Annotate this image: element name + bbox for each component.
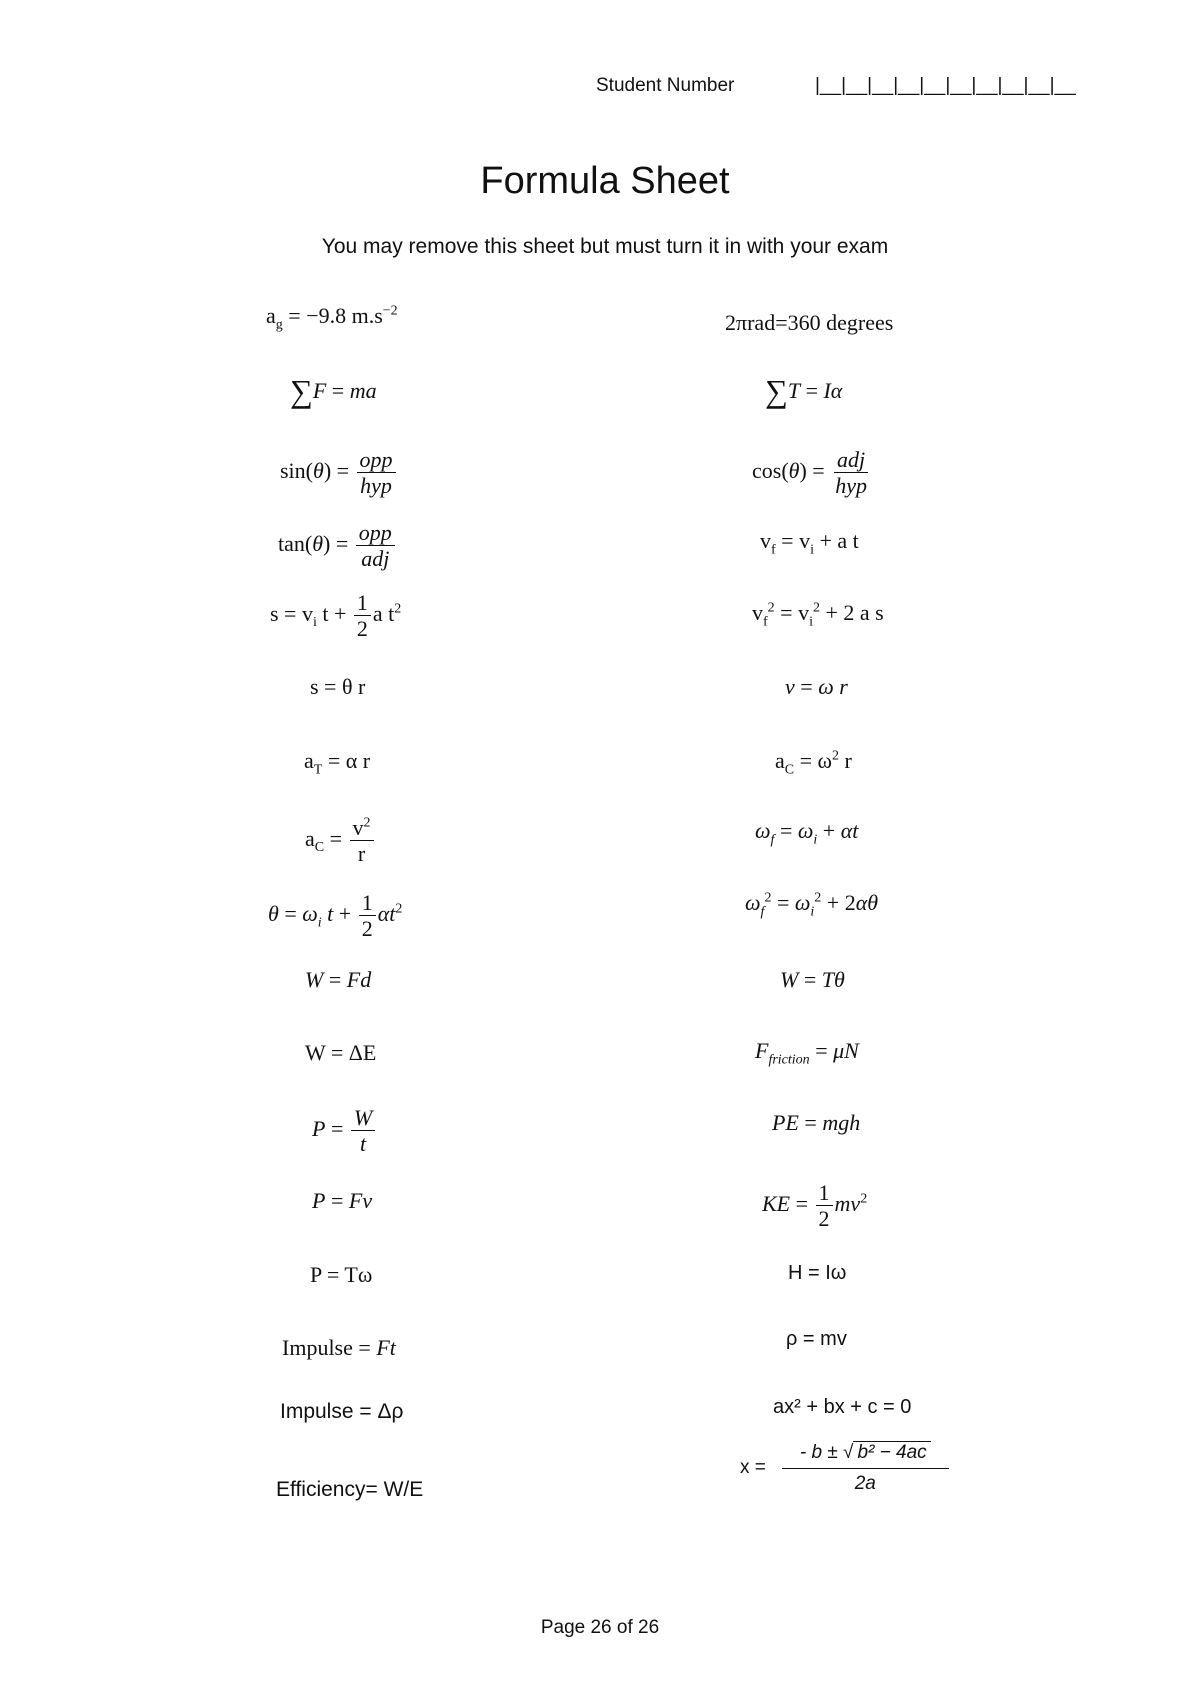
formula-efficiency: Efficiency= W/E	[276, 1478, 424, 1501]
formula-work-force: W = Fd	[305, 967, 372, 992]
formula-newton-second-law: ∑F = ma	[290, 373, 377, 409]
formula-linear-angular-velocity: v = ω r	[785, 674, 848, 699]
formula-kinetic-energy: KE = $\frac{1}{2}$ $mv^2$	[762, 1180, 868, 1232]
formula-power-work: P = $\frac{W}{t}$	[312, 1105, 377, 1157]
formula-impulse-force: Impulse = Ft	[282, 1335, 396, 1360]
formula-centripetal-accel-omega: $a_C = \omega^2$ r	[775, 748, 852, 778]
formula-cosine: cos(θ) = $\frac{\text{adj}}{\text{hyp}}$	[752, 447, 867, 499]
formula-angular-displacement: $\theta = \omega_i$ t + $\frac{1}{2}$ $\alpha t^2$	[268, 890, 403, 942]
formula-tangential-accel: $a_T = \alpha$ r	[304, 748, 371, 778]
formula-sine: sin(θ) = $\frac{\text{opp}}{\text{hyp}}$	[280, 447, 398, 499]
formula-momentum: ρ = mv	[786, 1328, 847, 1350]
formula-potential-energy: PE = mgh	[772, 1110, 861, 1135]
formula-velocity-squared: $v_f^2 = v_i^2 + 2$ a s	[752, 600, 884, 630]
formula-final-angular-velocity: $\omega_f = \omega_i + \alpha t$	[755, 818, 859, 848]
formula-quadratic-equation: ax² + bx + c = 0	[773, 1396, 912, 1418]
formula-friction: $F_{friction} = \mu N$	[755, 1038, 859, 1068]
formula-angular-velocity-squared: $\omega_f^2 = \omega_i^2 + 2\alpha\theta$	[745, 890, 879, 920]
page-title: Formula Sheet	[480, 160, 730, 202]
formula-power-torque: P = Tω	[310, 1262, 373, 1287]
formula-work-torque: W = Tθ	[780, 967, 845, 992]
formula-final-velocity: $v_f = v_i + a$ t	[760, 528, 859, 558]
student-number-boxes: |__|__|__|__|__|__|__|__|__|__	[815, 75, 1076, 96]
formula-power-velocity: P = Fv	[312, 1188, 373, 1213]
formula-gravity: $a_g = -9.8$ $m.s^{-2}$	[266, 303, 398, 333]
formula-tangent: tan(θ) = $\frac{\text{opp}}{\text{adj}}$	[278, 520, 397, 572]
formula-angular-momentum: H = Iω	[788, 1262, 847, 1284]
formula-radians: 2πrad=360 degrees	[725, 310, 894, 335]
page-number: Page 26 of 26	[540, 1617, 660, 1638]
formula-work-energy: W = ΔE	[305, 1040, 377, 1065]
formula-centripetal-accel-v: $a_C$ = $\frac{v^2}{r}$	[305, 815, 376, 867]
formula-displacement: $s = v_i$ t + $\frac{1}{2}$ a $t^2$	[270, 590, 402, 642]
formula-torque-sum: ∑T = Iα	[765, 373, 843, 409]
formula-arc-length: s = θ r	[310, 674, 366, 699]
formula-impulse-momentum: Impulse = Δρ	[280, 1400, 404, 1423]
page-subtitle: You may remove this sheet but must turn it in with your exam	[321, 235, 889, 258]
formula-quadratic-solution: x = $\frac{\text{- b ± √ b² − 4ac}}{2a}$	[740, 1442, 951, 1495]
student-number-label: Student Number	[596, 75, 735, 96]
